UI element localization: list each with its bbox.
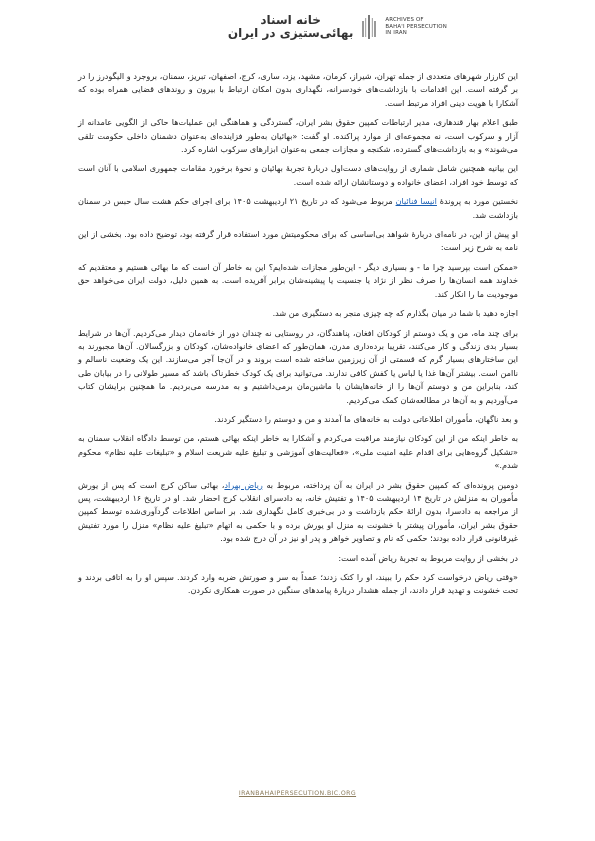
logo-fa-line2: بهائی‌ستیزی در ایران [227,26,354,40]
archive-logo [228,14,447,40]
logo-persian-text [228,14,354,39]
logo-english-text [385,17,447,37]
paragraph-with-link [78,479,518,546]
paragraph-text: دومین پرونده‌ای که کمپین حقوق بشر در ایران به آن پرداخته، مربوط به [262,479,518,490]
paragraph: «ممکن است بپرسید چرا ما - و بسیاری دیگر - این‌طور مجازات شده‌ایم؟ این به خاطر آن است که ما بهائی هستیم و معتقدیم که خداوند همه انسان‌ها را صرف نظر از نژاد یا جنسیت یا پیشینه‌شان برابر آفریده است. به همین دلیل، دولت ایران می‌خواهد حق موجودیت ما را انکار کند. [78,261,518,299]
paragraph: به خاطر اینکه من از این کودکان نیازمند مراقبت می‌کردم و آشکارا به خاطر اینکه بهائی هستم، من توسط دادگاه انقلاب سمنان به «تشکیل گروه‌هایی برای اقدام علیه امنیت ملی»، «فعالیت‌های آموزشی و تبلیغ علیه شریعت اسلام و «تبلیغات علیه نظام» محکوم شدم.» [78,433,518,471]
paragraph: این بیانیه همچنین شامل شماری از روایت‌های دست‌اول دربارهٔ تجربهٔ بهائیان و نحوهٔ برخورد مقامات جمهوری اسلامی با آنان است که توسط خود افراد، اعضای خانواده و دوستانشان ارائه شده است. [78,163,518,187]
article-body [78,70,518,604]
archive-emblem-icon [359,14,379,40]
paragraph: «وقتی ریاض درخواست کرد حکم را ببیند، او را کتک زدند؛ عمداً به سر و صورتش ضربه وارد کردند. سپس او را به اتاقی بردند و تحت خشونت و تهدید قرار دادند، از جمله هشدار دربارهٔ پیامدهای سنگین در صورت همکاری نکردن. [78,572,518,596]
paragraph: در بخشی از روایت مربوط به تجربهٔ ریاض آمده است: [338,552,518,563]
paragraph: طبق اعلام بهار قندهاری، مدیر ارتباطات کمپین حقوق بشر ایران، گستردگی و هماهنگی این عملیات‌ها حاکی از الگویی عامدانه از آزار و سرکوب است، نه مجموعه‌ای از موارد پراکنده. او گفت: «بهائیان به‌طور فزاینده‌ای به‌عنوان دشمنان داخلی حکومت تلقی می‌شوند» و به بازداشت‌های گسترده، شکنجه و مجازات جمعی به‌عنوان ابزارهای سرکوب اشاره کرد. [78,117,518,155]
paragraph-with-link [78,195,518,222]
person-link-riaz[interactable]: ریاض بهراد [224,479,263,490]
paragraph-text: مربوط می‌شود که در تاریخ ۲۱ اردیبهشت ۱۴۰۵ برای اجرای حکم هشت سال حبس در سمنان بازداشت شد. [78,196,518,220]
person-link-anisa[interactable]: انیسا فنائیان [395,196,437,207]
logo-en-line3: IN IRAN [385,30,407,37]
logo-en-line1: ARCHIVES OF [385,16,424,23]
paragraph: اجازه دهید با شما در میان بگذارم که چه چیزی منجر به دستگیری من شد. [272,308,518,319]
paragraph-text: نخستین مورد به پروندهٔ [436,196,518,207]
paragraph: برای چند ماه، من و یک دوستم از کودکان افغان، پناهندگان، در روستایی نه چندان دور از خانه‌مان دیدار می‌کردیم. آن‌ها در شرایط بسیار بدی زندگی و کار می‌کنند، تقریبا برده‌داری مدرن، همان‌طور که اعضای خانواده‌شان، کودکان و بزرگسالان. آن‌ها مجبورند به این ساختارهای بسیار گرم که قسمتی از آن زیرزمین ساخته شده است بروند و در آن‌جا آجر می‌سازند. این یک وضعیت ناسالم و ناامن است. بیشتر آن‌ها غذا یا لباس یا کفش کافی ندارند. می‌توانید برای یک کودک خطرناک باشد که مسیر طولانی را در بیابان طی کند، بنابراین من و دوستم آن‌ها را از خانه‌هایشان با ماشین‌مان برمی‌داشتیم و به مدرسه می‌بردیم. ما همچنین برایشان کتاب می‌آوردیم و به آن‌ها در مطالعه‌شان کمک می‌کردیم. [78,327,518,405]
paragraph-text: ، بهائی ساکن کرج است که پس از یورش مأموران به منزلش در تاریخ ۱۴ اردیبهشت ۱۴۰۵ و تفتیش خانه، به دادسرای انقلاب کرج احضار شد. او در تاریخ ۱۶ اردیبهشت، پس از مراجعه به دادسرا، بدون ارائهٔ حکم بازداشت و در بی‌خبری کامل نگهداری شد. بر اساس اطلاعات گردآوری‌شده توسط کمپین حقوق بشر ایران، مأموران پیشتر با خشونت به منزل او یورش برده و با حکمی به اتهام «تبلیغ علیه نظام» منزل را مورد تفتیش غیرقانونی قرار داده بودند؛ حکمی که نام و تصاویر خواهر و پدر او نیز در آن درج شده بود. [78,479,518,544]
logo-fa-line1: خانه اسناد [260,13,321,28]
paragraph: و بعد ناگهان، مأموران اطلاعاتی دولت به خانه‌های ما آمدند و من و دوستم را دستگیر کردند. [214,413,518,424]
footer-url-link[interactable]: IRANBAHAIPERSECUTION.BIC.ORG [238,790,357,797]
logo-en-line2: BAHA'I PERSECUTION [385,23,447,30]
paragraph: این کارزار شهرهای متعددی از جمله تهران، شیراز، کرمان، مشهد، یزد، ساری، کرج، اصفهان، تبریز، سمنان، بروجرد و الیگودرز را در بر گرفته است. این اقدامات با بازداشت‌های خودسرانه، نگهداری بدون امکان ارتباط با بیرون و روندهای قضایی همراه بوده که آشکارا با هویت دینی افراد مرتبط است. [78,71,518,108]
paragraph: او پیش از این، در نامه‌ای دربارهٔ شواهد بی‌اساسی که برای محکومیتش مورد استفاده قرار گرفته بود، توضیح داده بود. بخشی از این نامه به شرح زیر است: [78,229,518,253]
